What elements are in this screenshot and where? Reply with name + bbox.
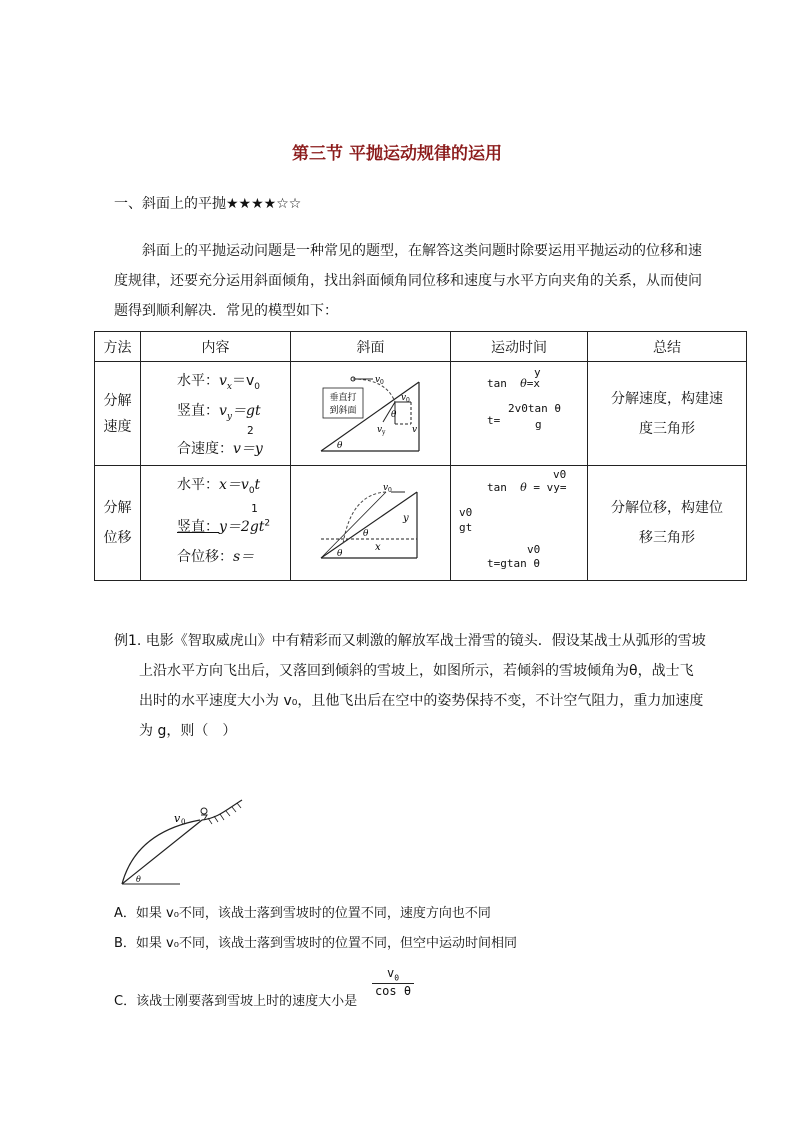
label: 水平： [177, 373, 219, 389]
summary-text: 度三角形 [639, 420, 695, 437]
math-fragment: 2 [247, 424, 254, 437]
content-line [177, 516, 270, 536]
option-c-fraction [372, 966, 414, 998]
math-fragment: v0 [527, 543, 541, 556]
label: 合速度： [177, 441, 233, 457]
diagram-label: 到斜面 [329, 406, 357, 416]
math-sub: 0 [248, 485, 255, 496]
diagram-label: θ [391, 410, 397, 420]
table-header-row [95, 332, 747, 362]
example-line-1: 例1. 电影《智取威虎山》中有精彩而又刺激的解放军战士滑雪的镜头．假设某战士从弧形的雪坡 [114, 633, 706, 649]
math: =x [526, 377, 540, 390]
method-label: 分解 [103, 500, 132, 516]
summary-cell [588, 466, 747, 581]
summary-text: 分解位移，构建位 [611, 500, 723, 516]
summary-text: 分解速度，构建速 [611, 390, 723, 407]
math-fragment: 1 [251, 502, 258, 515]
math-fragment: y [534, 366, 541, 379]
math: θ [520, 481, 527, 494]
diagram-label: θ [363, 529, 369, 539]
content-cell [141, 362, 291, 466]
example-line-4: 为 g，则（ ） [139, 723, 237, 739]
time-formula [487, 481, 567, 494]
content-cell [141, 466, 291, 581]
table-header: 方法 [95, 332, 141, 362]
example-1 [114, 626, 714, 746]
time-cell [451, 466, 588, 581]
math-sub: 0 [394, 973, 400, 983]
diagram-label: y [403, 513, 409, 524]
math: s＝ [233, 549, 255, 565]
diagram-label: v [375, 375, 381, 385]
label: 竖直： [177, 519, 219, 535]
math: x＝v [219, 477, 249, 493]
math-sub: 0 [254, 381, 261, 392]
label: 水平： [177, 477, 219, 493]
math-fragment: v0 [553, 468, 567, 481]
diagram-label: 0 [380, 379, 384, 386]
math: v [219, 373, 227, 389]
diagram-label: θ [337, 549, 343, 559]
diagram-label: v [377, 425, 383, 435]
content-line [177, 474, 260, 496]
diagram-label: 0 [388, 487, 392, 494]
figure-label: 0 [181, 818, 186, 826]
content-line [177, 370, 260, 392]
math-sub: x [226, 381, 232, 392]
math-sup: 2 [264, 518, 271, 529]
math: v [386, 966, 395, 980]
incline-diagram-cell [291, 362, 451, 466]
figure-label: θ [136, 875, 141, 884]
math-fragment: t= [487, 414, 501, 427]
method-cell [95, 362, 141, 466]
intro-line-1: 斜面上的平抛运动问题是一种常见的题型，在解答这类问题时除要运用平抛运动的位移和速 [142, 243, 702, 259]
math: θ [520, 377, 527, 390]
diagram-label: v [412, 425, 418, 435]
option-a: A．如果 v₀不同，该战士落到雪坡时的位置不同，速度方向也不同 [114, 906, 491, 921]
math: = vy= [533, 481, 567, 494]
label: 合位移： [177, 549, 233, 565]
math: t [254, 477, 261, 493]
math-fragment: t=gtan θ [487, 557, 540, 570]
table-header: 斜面 [291, 332, 451, 362]
example-line-2: 上沿水平方向飞出后，又落回到倾斜的雪坡上，如图所示，若倾斜的雪坡倾角为θ，战士飞 [139, 663, 694, 679]
content-line [177, 400, 261, 422]
math-sub: y [226, 411, 233, 422]
table-row [95, 466, 747, 581]
example-line-3: 出时的水平速度大小为 v₀，且他飞出后在空中的姿势保持不变，不计空气阻力，重力加速度 [139, 693, 704, 709]
diagram-label: v [383, 483, 389, 493]
table-row [95, 362, 747, 466]
option-c: C．该战士刚要落到雪坡上时的速度大小是 [114, 994, 358, 1009]
math: tan [487, 481, 507, 494]
math-fragment: v0 [459, 506, 473, 519]
math-fragment: 2v0tan θ [508, 402, 561, 415]
math-fragment: gt [459, 521, 473, 534]
figure-label: v [174, 812, 181, 825]
time-formula [487, 377, 540, 390]
ski-slope-figure [118, 796, 258, 888]
intro-paragraph [114, 236, 704, 326]
math: ＝v [232, 373, 255, 389]
diagram-label: v [401, 393, 407, 403]
diagram-label: 0 [406, 397, 410, 404]
math: tan [487, 377, 507, 390]
incline-velocity-diagram [291, 362, 451, 466]
content-line [177, 546, 254, 566]
incline-displacement-diagram [291, 466, 451, 581]
fraction-numerator [372, 966, 414, 984]
diagram-label: 垂直打 [329, 393, 357, 403]
page-title: 第三节 平抛运动规律的运用 [292, 144, 502, 164]
math: v [219, 403, 227, 419]
table-header: 总结 [588, 332, 747, 362]
section-heading: 一、斜面上的平抛★★★★☆☆ [114, 196, 302, 212]
summary-text: 移三角形 [639, 530, 695, 546]
math: v＝y [233, 441, 263, 457]
intro-line-3: 题得到顺利解决．常见的模型如下： [114, 303, 338, 319]
intro-line-2: 度规律，还要充分运用斜面倾角，找出斜面倾角同位移和速度与水平方向夹角的关系，从而使问 [114, 273, 702, 289]
table-header: 内容 [141, 332, 291, 362]
content-line [177, 438, 263, 458]
fraction-denominator: cos θ [374, 984, 412, 999]
incline-diagram-cell [291, 466, 451, 581]
method-label: 分解 [103, 392, 132, 409]
label: 竖直： [177, 403, 219, 419]
math: y＝2gt [219, 519, 265, 535]
method-label: 速度 [103, 418, 132, 435]
time-cell [451, 362, 588, 466]
diagram-label: y [382, 429, 386, 436]
model-table [94, 331, 747, 581]
option-b: B．如果 v₀不同，该战士落到雪坡时的位置不同，但空中运动时间相同 [114, 936, 517, 951]
summary-cell [588, 362, 747, 466]
table-header: 运动时间 [451, 332, 588, 362]
method-label: 位移 [103, 530, 132, 546]
diagram-label: x [375, 542, 381, 553]
diagram-label: θ [337, 441, 343, 451]
math: ＝gt [232, 403, 261, 419]
math-fragment: g [535, 418, 542, 431]
method-cell [95, 466, 141, 581]
